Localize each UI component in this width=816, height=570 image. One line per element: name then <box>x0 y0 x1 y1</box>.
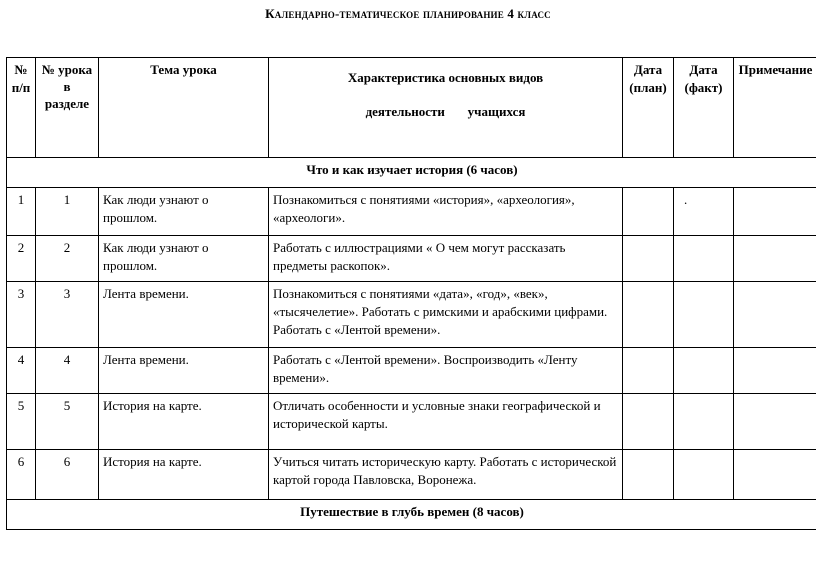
row-num: 3 <box>7 282 36 348</box>
row-date-fact <box>674 282 734 348</box>
row-activity: Учиться читать историческую карту. Работать с исторической картой города Павловска, Воронежа. <box>269 450 623 500</box>
row-note <box>734 282 816 348</box>
row-topic: Лента времени. <box>99 348 269 394</box>
section-row <box>7 500 816 530</box>
header-lesson-num: № урока в разделе <box>36 58 99 158</box>
row-date-fact <box>674 236 734 282</box>
table-row <box>7 282 816 348</box>
row-activity: Познакомиться с понятиями «история», «археология», «археологи». <box>269 188 623 236</box>
row-note <box>734 348 816 394</box>
row-num: 4 <box>7 348 36 394</box>
header-note: Примечание <box>734 58 816 158</box>
row-date-plan <box>623 394 674 450</box>
header-activity-line2: деятельности учащихся <box>365 104 526 119</box>
header-num: № п/п <box>7 58 36 158</box>
row-date-fact <box>674 348 734 394</box>
row-lesson: 1 <box>36 188 99 236</box>
row-lesson: 2 <box>36 236 99 282</box>
header-date-plan: Дата (план) <box>623 58 674 158</box>
row-topic: Как люди узнают о прошлом. <box>99 188 269 236</box>
header-date-fact: Дата (факт) <box>674 58 734 158</box>
header-row <box>7 58 816 158</box>
row-note <box>734 236 816 282</box>
row-date-plan <box>623 236 674 282</box>
row-date-plan <box>623 348 674 394</box>
row-date-plan <box>623 282 674 348</box>
row-date-fact <box>674 394 734 450</box>
table-row <box>7 188 816 236</box>
row-note <box>734 450 816 500</box>
row-num: 6 <box>7 450 36 500</box>
row-num: 1 <box>7 188 36 236</box>
plan-table <box>6 57 816 530</box>
row-num: 5 <box>7 394 36 450</box>
row-lesson: 5 <box>36 394 99 450</box>
row-activity: Работать с «Лентой времени». Воспроизводить «Ленту времени». <box>269 348 623 394</box>
row-topic: Как люди узнают о прошлом. <box>99 236 269 282</box>
row-lesson: 6 <box>36 450 99 500</box>
row-lesson: 3 <box>36 282 99 348</box>
header-activity-line1: Характеристика основных видов <box>347 70 544 85</box>
section-title: Путешествие в глубь времен (8 часов) <box>7 500 816 530</box>
row-topic: История на карте. <box>99 450 269 500</box>
table-row <box>7 348 816 394</box>
table-row <box>7 236 816 282</box>
section-title: Что и как изучает история (6 часов) <box>7 158 816 188</box>
row-date-plan <box>623 450 674 500</box>
row-date-fact <box>674 450 734 500</box>
table-row <box>7 394 816 450</box>
row-date-plan <box>623 188 674 236</box>
row-topic: Лента времени. <box>99 282 269 348</box>
row-activity: Работать с иллюстрациями « О чем могут рассказать предметы раскопок». <box>269 236 623 282</box>
row-activity: Познакомиться с понятиями «дата», «год», «век», «тысячелетие». Работать с римскими и арабскими цифрами. Работать с «Лентой времени». <box>269 282 623 348</box>
row-note <box>734 188 816 236</box>
row-activity: Отличать особенности и условные знаки географической и исторической карты. <box>269 394 623 450</box>
row-date-fact: . <box>674 188 734 236</box>
page-title: Календарно-тематическое планирование 4 класс <box>265 6 551 21</box>
section-row <box>7 158 816 188</box>
row-num: 2 <box>7 236 36 282</box>
row-lesson: 4 <box>36 348 99 394</box>
header-topic: Тема урока <box>99 58 269 158</box>
row-note <box>734 394 816 450</box>
header-activity <box>269 58 623 158</box>
table-row <box>7 450 816 500</box>
row-topic: История на карте. <box>99 394 269 450</box>
